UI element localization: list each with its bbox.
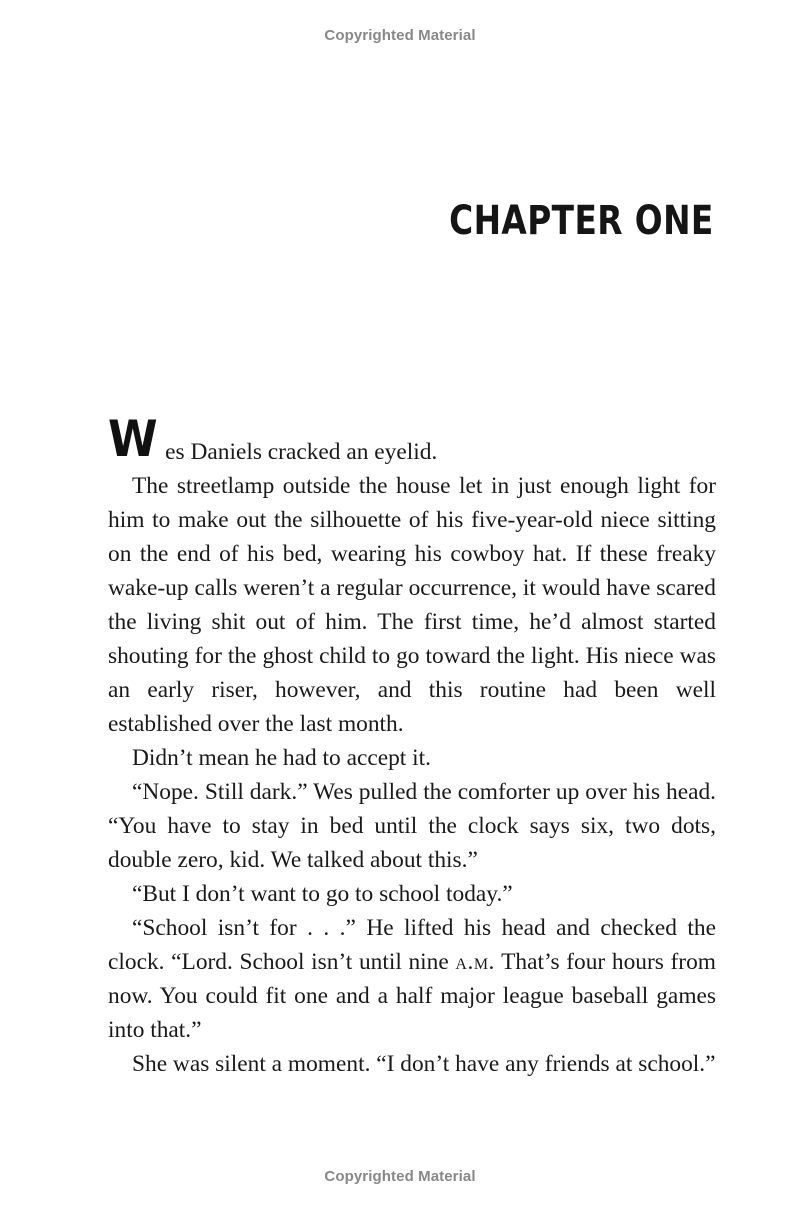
- paragraph-4: “Nope. Still dark.” Wes pulled the comforter up over his head. “You have to stay in bed until the clock says six, two dots, double zero, kid. We talked about this.”: [108, 779, 716, 873]
- paragraph-6: [108, 911, 716, 1047]
- p6-before: “School isn’t for . . .” He lifted his head and checked the clock. “Lord. School isn’t until nine: [108, 915, 716, 975]
- p6-after: That’s four hours from now. You could fit one and a half major league baseball games into that.”: [108, 949, 716, 1043]
- paragraph-5: “But I don’t want to go to school today.”: [132, 881, 513, 907]
- opening-line: es Daniels cracked an eyelid.: [165, 439, 438, 465]
- chapter-body: [108, 410, 716, 1081]
- time-am: a.m.: [455, 949, 495, 975]
- drop-cap: W: [108, 410, 158, 468]
- watermark-bottom: Copyrighted Material: [324, 1168, 476, 1185]
- paragraph-7: She was silent a moment. “I don’t have any friends at school.”: [132, 1051, 716, 1077]
- chapter-title: CHAPTER ONE: [449, 198, 714, 244]
- paragraph-1: [108, 410, 716, 469]
- paragraph-2: The streetlamp outside the house let in just enough light for him to make out the silhouette of his five-year-old niece sitting on the end of his bed, wearing his cowboy hat. If these freaky wake-up calls weren’t a regular occurrence, it would have scared the living shit out of him. The first time, he’d almost started shouting for the ghost child to go toward the light. His niece was an early riser, however, and this routine had been well established over the last month.: [108, 473, 716, 737]
- paragraph-3: Didn’t mean he had to accept it.: [132, 745, 431, 771]
- watermark-top: Copyrighted Material: [324, 27, 476, 44]
